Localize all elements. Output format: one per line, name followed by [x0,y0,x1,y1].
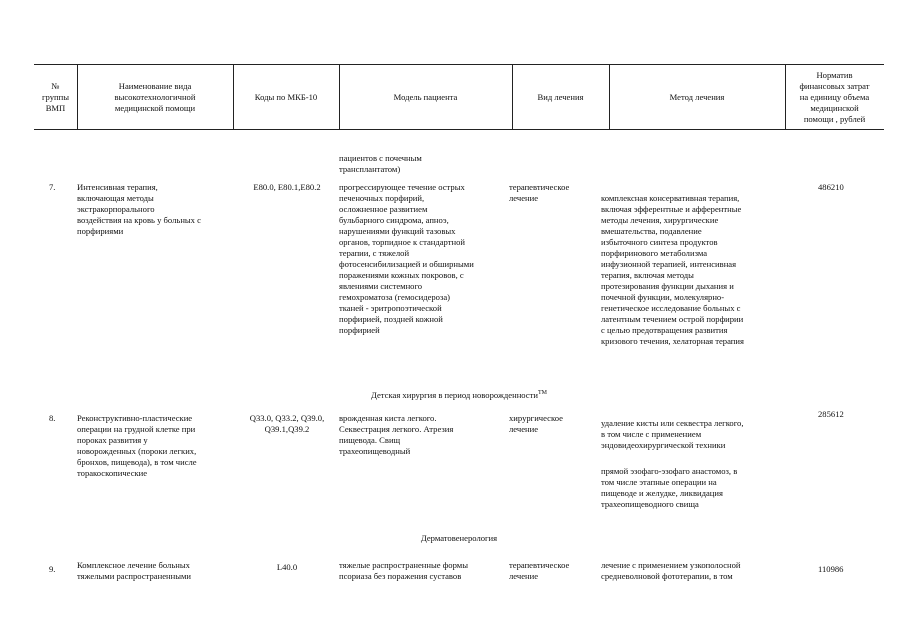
header-treatment-type: Вид лечения [537,91,584,102]
row-number: 9. [49,564,56,574]
row-patient-model: врожденная киста легкого. Секвестрация легкого. Атрезия пищевода. Свищ трахеопищеводный [339,413,454,456]
row-treatment-method: комплексная консервативная терапия, включая эфферентные и афферентные методы лечения, хирургические вмешательства, подавление избыточного синтеза продуктов порфиринового метаболизма инфузионной терапией, интенсивная терапия, включая методы протезирования функции дыхания и почечной функции, молекулярно- генетическое исследование больных с латентным течением острой порфирии с целью предотвращения развития кризового течения, хелаторная терапия [601,193,744,346]
row-care-name: Реконструктивно-пластические операции на грудной клетке при пороках развития у новорожденных (пороки легких, бронхов, пищевода), в том числе торакоскопические [77,413,197,478]
row-treatment-method: лечение с применением узкополосной средневолновой фототерапии, в том [601,560,741,581]
table-header [34,64,884,130]
header-treatment-method: Метод лечения [669,91,725,102]
continuation-patient-model: пациентов с почечным трансплантатом) [339,153,422,174]
header-icd-codes: Коды по МКБ-10 [254,91,318,102]
row-treatment-type: терапевтическое лечение [509,560,570,581]
row-cost-standard: 110986 [818,564,844,574]
row-treatment-method: прямой эзофаго-эзофаго анастомоз, в том числе этапные операции на пищеводе и желудке, ликвидация трахеопищеводного свища [601,466,738,509]
header-cost-standard: Норматив финансовых затрат на единицу объема медицинской помощи , рублей [799,69,870,124]
row-icd-codes: E80.0, E80.1,E80.2 [253,182,321,192]
row-icd-codes: Q33.0, Q33.2, Q39.0, Q39.1,Q39.2 [249,413,325,434]
row-treatment-method: удаление кисты или секвестра легкого, в том числе с применением эндовидеохирургической техники [601,418,744,450]
row-number: 7. [49,182,56,192]
header-group-number: № группы ВМП [42,80,69,113]
section-title-neonatal-surgery: Детская хирургия в период новорожденности™ [371,390,547,400]
header-patient-model: Модель пациента [393,91,458,102]
row-cost-standard: 486210 [818,182,844,192]
row-cost-standard: 285612 [818,409,844,419]
row-care-name: Интенсивная терапия, включающая методы экстракорпорального воздействия на кровь у больных с порфириями [77,182,201,236]
row-patient-model: прогрессирующее течение острых печеночных порфирий, осложненное развитием бульбарного синдрома, апноэ, нарушениями функций тазовых органов, торпидное к стандартной терапии, с тяжелой фотосенсибилизацией и обширными поражениями кожных покровов, с явлениями системного гемохроматоза (гемосидероза) тканей - эритропоэтической порфирией, поздней кожной порфирией [339,182,474,335]
row-treatment-type: хирургическое лечение [509,413,563,434]
header-care-type-name: Наименование вида высокотехнологичной медицинской помощи [114,80,196,113]
row-care-name: Комплексное лечение больных тяжелыми распространенными [77,560,192,581]
row-number: 8. [49,413,56,423]
section-title-dermatovenereology: Дерматовенерология [420,533,498,543]
row-treatment-type: терапевтическое лечение [509,182,570,203]
row-icd-codes: L40.0 [276,562,298,572]
row-patient-model: тяжелые распространенные формы псориаза без поражения суставов [339,560,468,581]
